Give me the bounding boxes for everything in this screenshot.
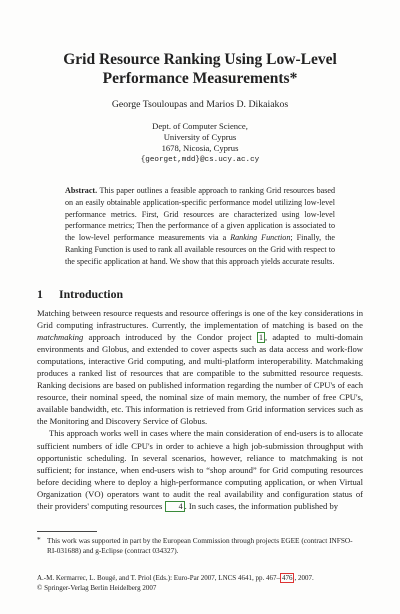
footnote-divider — [37, 531, 97, 532]
publication-citation — [37, 574, 367, 584]
paragraph-1-text-3: , adapted to multi-domain environments and Globus, and extended to cover aspects such as data access and work-flow computations, interactive Grid computing, and multi-platform interoperability. Matchmaking produces a ranked list of resources that are compatible to the submitted resource requests. Ranking decisions are based on published information regarding the number of CPU's of each resource, their nominal speed, the nominal size of main memory, the number of free CPU's, available bandwidth, etc. This information is retrieved from Grid information services such as the Monitoring and Discovery Service of Globus. — [37, 332, 363, 427]
abstract — [65, 185, 335, 268]
title-line-2: Performance Measurements* — [102, 70, 298, 87]
copyright: © Springer-Verlag Berlin Heidelberg 2007 — [37, 583, 157, 592]
abstract-emphasis: Ranking Function — [230, 233, 291, 243]
affiliation-dept: Dept. of Computer Science, — [152, 121, 248, 131]
citation-link[interactable]: 4 — [165, 501, 185, 512]
authors: George Tsouloupas and Marios D. Dikaiakos — [111, 99, 289, 110]
abstract-label: Abstract. — [65, 186, 98, 195]
footnote-mark: * — [37, 535, 41, 544]
section-title: Introduction — [59, 287, 124, 301]
abstract-text-1: This paper outlines a feasible approach to ranking Grid resources based on an easily obtainable application-specific performance model utilizing low-level performance metrics. First, Grid resources are characterized using low-level performance metrics; Then the performance of a given application is associated to the low-level performance measurements via a — [65, 186, 335, 243]
paragraph-2-text-1: This approach works well in cases where the main consideration of end-users is to allocate sufficient numbers of idle CPU's in order to achieve a high job-submission throughput with opportunistic scheduling. In several scenarios, however, reliance to matchmaking is not sufficient; for instance, when end-users wish to “shop around” for Grid computing resources before deciding where to deploy a high-performance computing application, or when Virtual Organization (VO) operators want to audit the real availability and configuration status of their providers' computing resources — [37, 428, 363, 511]
publication-year: , 2007. — [294, 574, 314, 582]
footnote — [37, 536, 355, 556]
abstract-text-2: ; Finally, the Ranking Function is used to rank all available resources on the Grid with respect to the specific application at hand. We show that this approach yields accurate results. — [65, 233, 335, 266]
publication-citation-text: A.-M. Kermarrec, L. Bougé, and T. Priol (Eds.): Euro-Par 2007, LNCS 4641, pp. 467– — [37, 574, 280, 582]
paragraph-1-emphasis: matchmaking — [37, 332, 84, 343]
affiliation-university: University of Cyprus — [163, 132, 237, 143]
page-range-link[interactable]: 476 — [281, 574, 293, 582]
affiliation-address: 1678, Nicosia, Cyprus — [161, 143, 239, 154]
section-heading — [37, 287, 123, 302]
title-line-1: Grid Resource Ranking Using Low-Level — [63, 51, 337, 68]
paragraph-1 — [37, 307, 363, 427]
publication-info — [37, 574, 367, 593]
section-number: 1 — [37, 287, 43, 301]
paragraph-1-text-1: Matching between resource requests and resource offerings is one of the key considerations in Grid computing infrastructures. Currently, the implementation of matching is based on the — [37, 308, 363, 331]
paper-title — [0, 50, 400, 88]
affiliation — [0, 121, 400, 166]
paragraph-1-text-2: approach introduced by the Condor project — [88, 332, 252, 343]
affiliation-email: {georget,mdd}@cs.ucy.ac.cy — [140, 155, 260, 164]
citation-link[interactable]: 1 — [258, 333, 263, 343]
body-text — [37, 307, 363, 512]
paragraph-2 — [37, 427, 363, 511]
footnote-text: This work was supported in part by the European Commission through projects EGEE (contract INFSO-RI-031688) and g-Eclipse (contract 034327). — [47, 536, 353, 555]
paragraph-2-text-2: . In such cases, the information published by — [184, 500, 339, 511]
